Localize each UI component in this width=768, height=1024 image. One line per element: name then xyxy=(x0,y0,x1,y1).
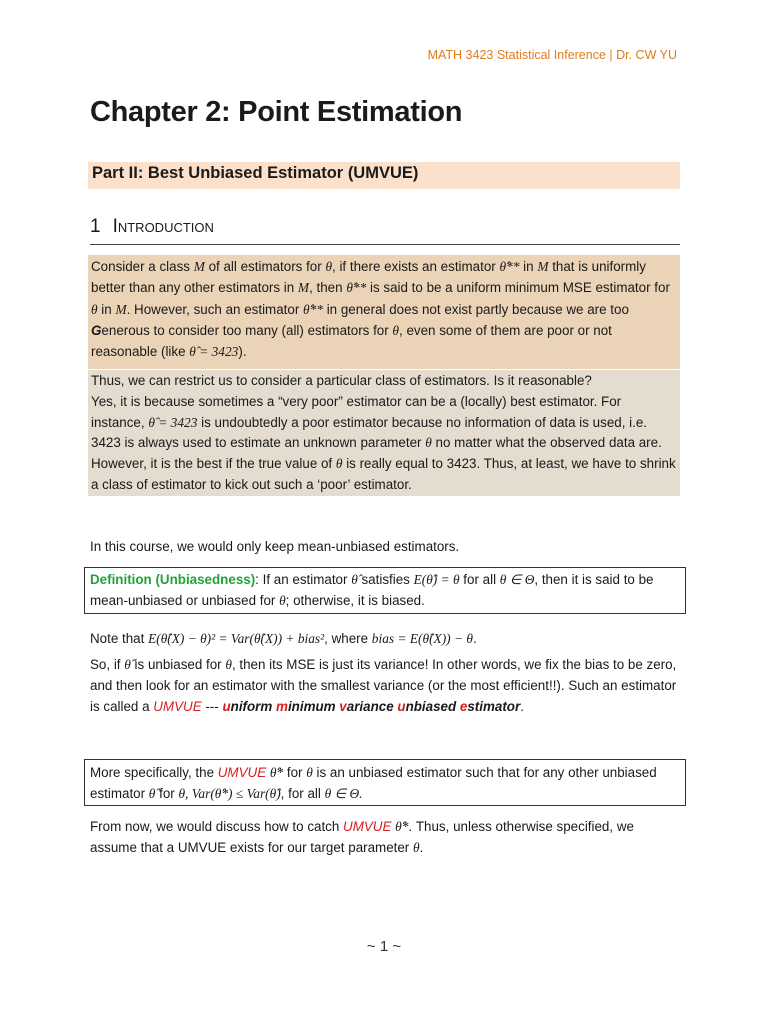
text: , if there exists an estimator xyxy=(332,259,500,274)
math: θ̂** xyxy=(499,259,520,274)
math: θ̂* xyxy=(395,819,409,834)
section-title: Introduction xyxy=(112,216,214,237)
section-heading xyxy=(90,216,680,245)
math: bias = E(θ̂(X)) − θ xyxy=(371,631,473,646)
chapter-title: Chapter 2: Point Estimation xyxy=(90,96,463,128)
text: ). xyxy=(238,344,247,360)
fromnow-paragraph xyxy=(90,817,680,859)
so-paragraph xyxy=(90,655,680,717)
umvue-term: UMVUE xyxy=(217,765,267,780)
math: M xyxy=(537,259,549,274)
text: that is uniformly better than any other estimators in xyxy=(91,259,646,296)
text: ; otherwise, it is biased. xyxy=(285,592,425,608)
text: in xyxy=(519,259,538,274)
definition-label: Definition (Unbiasedness) xyxy=(90,572,256,587)
math: θ̂ xyxy=(124,657,131,672)
text: Consider a class xyxy=(91,259,194,274)
math: θ ∈ Θ. xyxy=(324,786,363,801)
math: θ̂ = 3423 xyxy=(189,344,239,360)
math: θ ∈ Θ xyxy=(499,572,535,587)
text: in xyxy=(97,301,116,317)
section-number: 1 xyxy=(90,216,101,237)
text: enerous to consider too many (all) estimators for xyxy=(101,322,393,338)
math: θ xyxy=(425,435,432,451)
text: is undoubtedly a poor estimator because no information of data is used, i.e. 3423 is always used to estimate an unknown parameter xyxy=(91,414,648,451)
specific-box xyxy=(84,759,686,806)
text: nbiased xyxy=(405,698,460,714)
math: θ xyxy=(178,786,186,801)
math: M xyxy=(193,259,205,274)
text: . However, such an estimator xyxy=(126,301,303,317)
text: , then its MSE is just its variance! In other words, we fix the bias to be zero, and then look for an estimator with the smallest variance (or the most efficient!!). Such an estimator is called a xyxy=(90,657,677,714)
text: no matter what the observed data are. However, it is the best if the true value of xyxy=(91,435,662,472)
intro-box xyxy=(88,255,680,369)
text: is unbiased for xyxy=(130,657,226,672)
math: E(θ̂) = θ xyxy=(413,572,460,587)
text: is an unbiased estimator such that for any other unbiased estimator xyxy=(90,765,657,801)
math: θ xyxy=(325,259,333,274)
math: E(θ̂(X) − θ)² = Var(θ̂(X)) + bias² xyxy=(148,631,325,646)
text: , then xyxy=(309,280,347,296)
definition-box xyxy=(84,567,686,614)
restrict-box xyxy=(88,370,680,496)
text: . xyxy=(419,839,424,855)
umvue-term: UMVUE xyxy=(153,698,202,714)
text: of all estimators for xyxy=(204,259,326,274)
note-line xyxy=(90,628,680,650)
text: From now, we would discuss how to catch xyxy=(90,819,344,834)
math: θ xyxy=(91,301,98,317)
math: θ̂ xyxy=(148,786,156,801)
math: θ̂* xyxy=(269,765,284,780)
math: θ xyxy=(279,592,286,608)
text: satisfies xyxy=(357,572,414,587)
text: e xyxy=(459,698,468,714)
math: θ xyxy=(225,657,232,672)
text: for xyxy=(155,786,179,801)
text: is said to be a uniform minimum MSE estimator for xyxy=(366,280,670,296)
umvue-expansion xyxy=(222,699,520,714)
math: θ xyxy=(306,765,313,780)
math: θ̂** xyxy=(346,280,367,296)
text: . xyxy=(520,698,524,714)
math: θ̂ xyxy=(351,572,358,587)
math: θ̂ = 3423 xyxy=(148,414,198,430)
text: Note that xyxy=(90,631,149,646)
text: , then it is said to be mean-unbiased or unbiased for xyxy=(90,572,654,608)
page-number: ~ 1 ~ xyxy=(366,938,402,955)
running-header: MATH 3423 Statistical Inference | Dr. CW YU xyxy=(427,48,677,62)
umvue-term: UMVUE xyxy=(343,819,392,834)
text: stimator xyxy=(467,698,521,714)
text: is really equal to 3423. Thus, at least, we have to shrink a class of estimator to kick out such a ‘poor’ estimator. xyxy=(91,456,676,492)
text: niform xyxy=(230,698,277,714)
text: Yes, it is because sometimes a “very poor” estimator can be a (locally) best estimator. For instance, xyxy=(91,393,622,430)
text: , for all xyxy=(280,786,325,801)
math: M xyxy=(297,280,310,296)
text: . xyxy=(472,631,477,646)
text: : If an estimator xyxy=(255,572,352,587)
text: . Thus, unless otherwise specified, we assume that a UMVUE exists for our target parameter xyxy=(90,819,634,855)
text: More specifically, the xyxy=(90,765,218,780)
text: , where xyxy=(324,631,372,646)
text: G xyxy=(91,322,102,338)
text: v xyxy=(339,698,347,714)
text: m xyxy=(276,698,288,714)
part-title: Part II: Best Unbiased Estimator (UMVUE) xyxy=(88,162,680,189)
text: u xyxy=(222,698,231,714)
text: u xyxy=(397,698,406,714)
math: θ̂** xyxy=(303,301,323,317)
text: for all xyxy=(459,572,500,587)
text: inimum xyxy=(287,698,340,714)
math: M xyxy=(115,301,127,317)
course-text: In this course, we would only keep mean-unbiased estimators. xyxy=(90,539,460,554)
math: θ xyxy=(413,839,420,855)
text: So, if xyxy=(90,657,125,672)
text: , even some of them are poor or not reasonable (like xyxy=(91,322,612,360)
math: , Var(θ̂*) ≤ Var(θ̂) xyxy=(185,786,281,801)
text: for xyxy=(283,765,307,780)
text: in general does not exist partly because we are too xyxy=(322,301,629,317)
text-block xyxy=(91,392,677,496)
text: --- xyxy=(201,698,223,714)
math: θ xyxy=(392,322,399,338)
text: Thus, we can restrict us to consider a particular class of estimators. Is it reasonable? xyxy=(91,373,592,388)
math: θ xyxy=(335,456,343,472)
text: ariance xyxy=(346,698,398,714)
